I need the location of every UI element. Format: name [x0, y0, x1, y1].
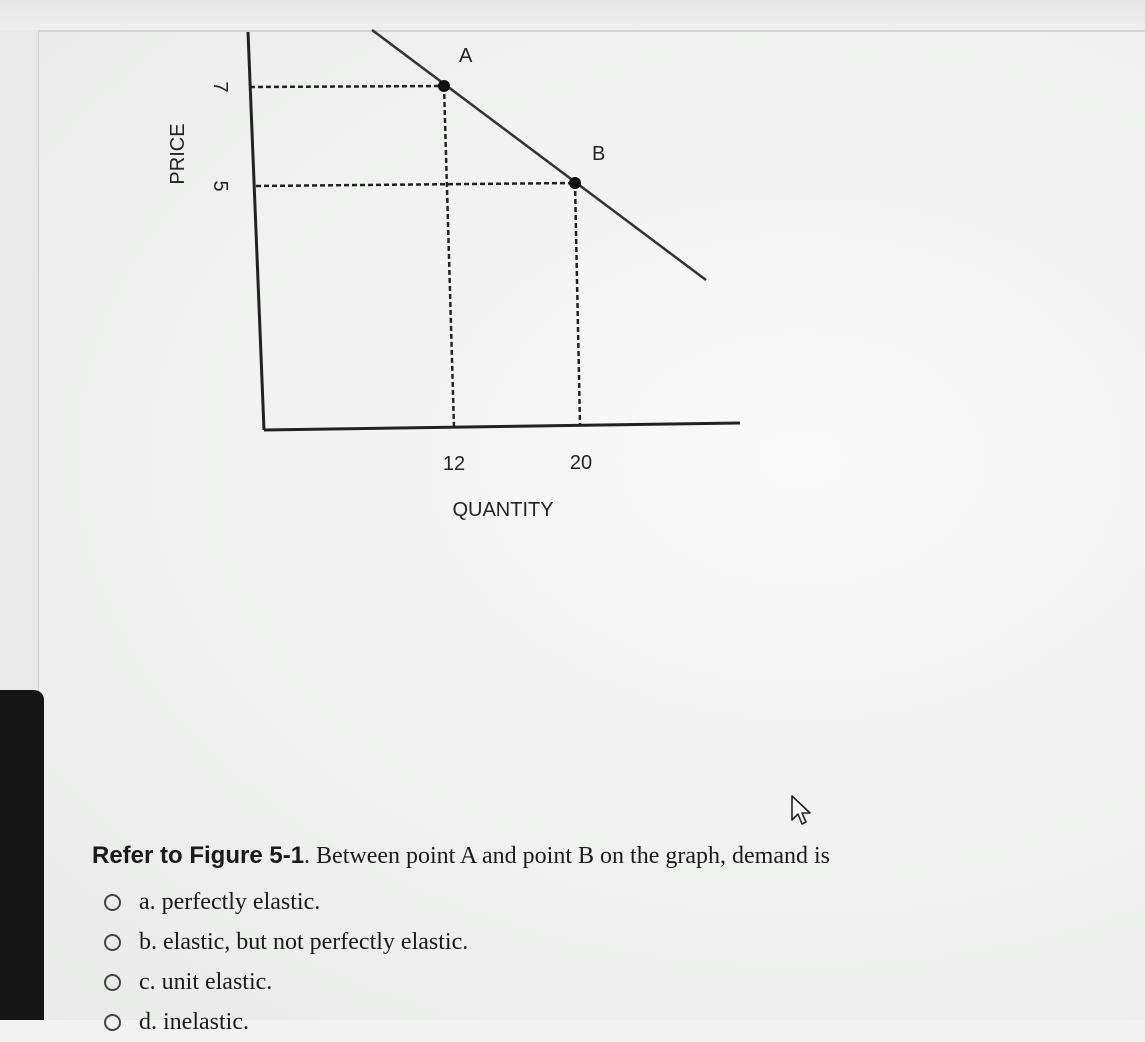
option-c[interactable]: [104, 962, 804, 1002]
option-b-label: b. elastic, but not perfectly elastic.: [139, 928, 469, 955]
point-a-label: A: [459, 45, 473, 67]
y-axis-title: PRICE: [167, 123, 189, 185]
option-a[interactable]: [104, 882, 804, 922]
y-tick-5: 5: [209, 180, 231, 192]
radio-unselected-icon[interactable]: [104, 974, 121, 991]
guide-line-price-5: [256, 183, 575, 186]
question-figure-reference: Refer to Figure 5-1: [92, 842, 305, 869]
point-b-marker: [569, 177, 581, 189]
question-text: . Between point A and point B on the graph, demand is: [304, 843, 830, 869]
option-a-label: a. perfectly elastic.: [139, 888, 321, 915]
guide-line-quantity-12: [444, 86, 454, 428]
option-b[interactable]: [104, 922, 804, 962]
x-axis-title: QUANTITY: [452, 499, 554, 521]
option-d-label: d. inelastic.: [139, 1008, 249, 1035]
guide-line-quantity-20: [575, 183, 580, 424]
y-tick-7: 7: [209, 81, 231, 93]
question-prompt: [92, 842, 830, 870]
mouse-pointer-icon: [790, 795, 812, 827]
radio-unselected-icon[interactable]: [104, 1014, 121, 1031]
radio-unselected-icon[interactable]: [104, 934, 121, 951]
guide-line-price-7: [250, 86, 444, 87]
demand-curve: [372, 30, 706, 280]
answer-options: [104, 882, 804, 1035]
point-b-label: B: [592, 143, 606, 165]
x-tick-12: 12: [442, 453, 466, 475]
radio-unselected-icon[interactable]: [104, 894, 121, 911]
point-a-marker: [438, 80, 450, 92]
y-axis: [248, 32, 264, 430]
option-d[interactable]: [104, 1002, 804, 1042]
option-c-label: c. unit elastic.: [139, 968, 273, 995]
monitor-bezel: [0, 690, 44, 1020]
x-tick-20: 20: [569, 452, 593, 474]
x-axis: [264, 423, 740, 430]
